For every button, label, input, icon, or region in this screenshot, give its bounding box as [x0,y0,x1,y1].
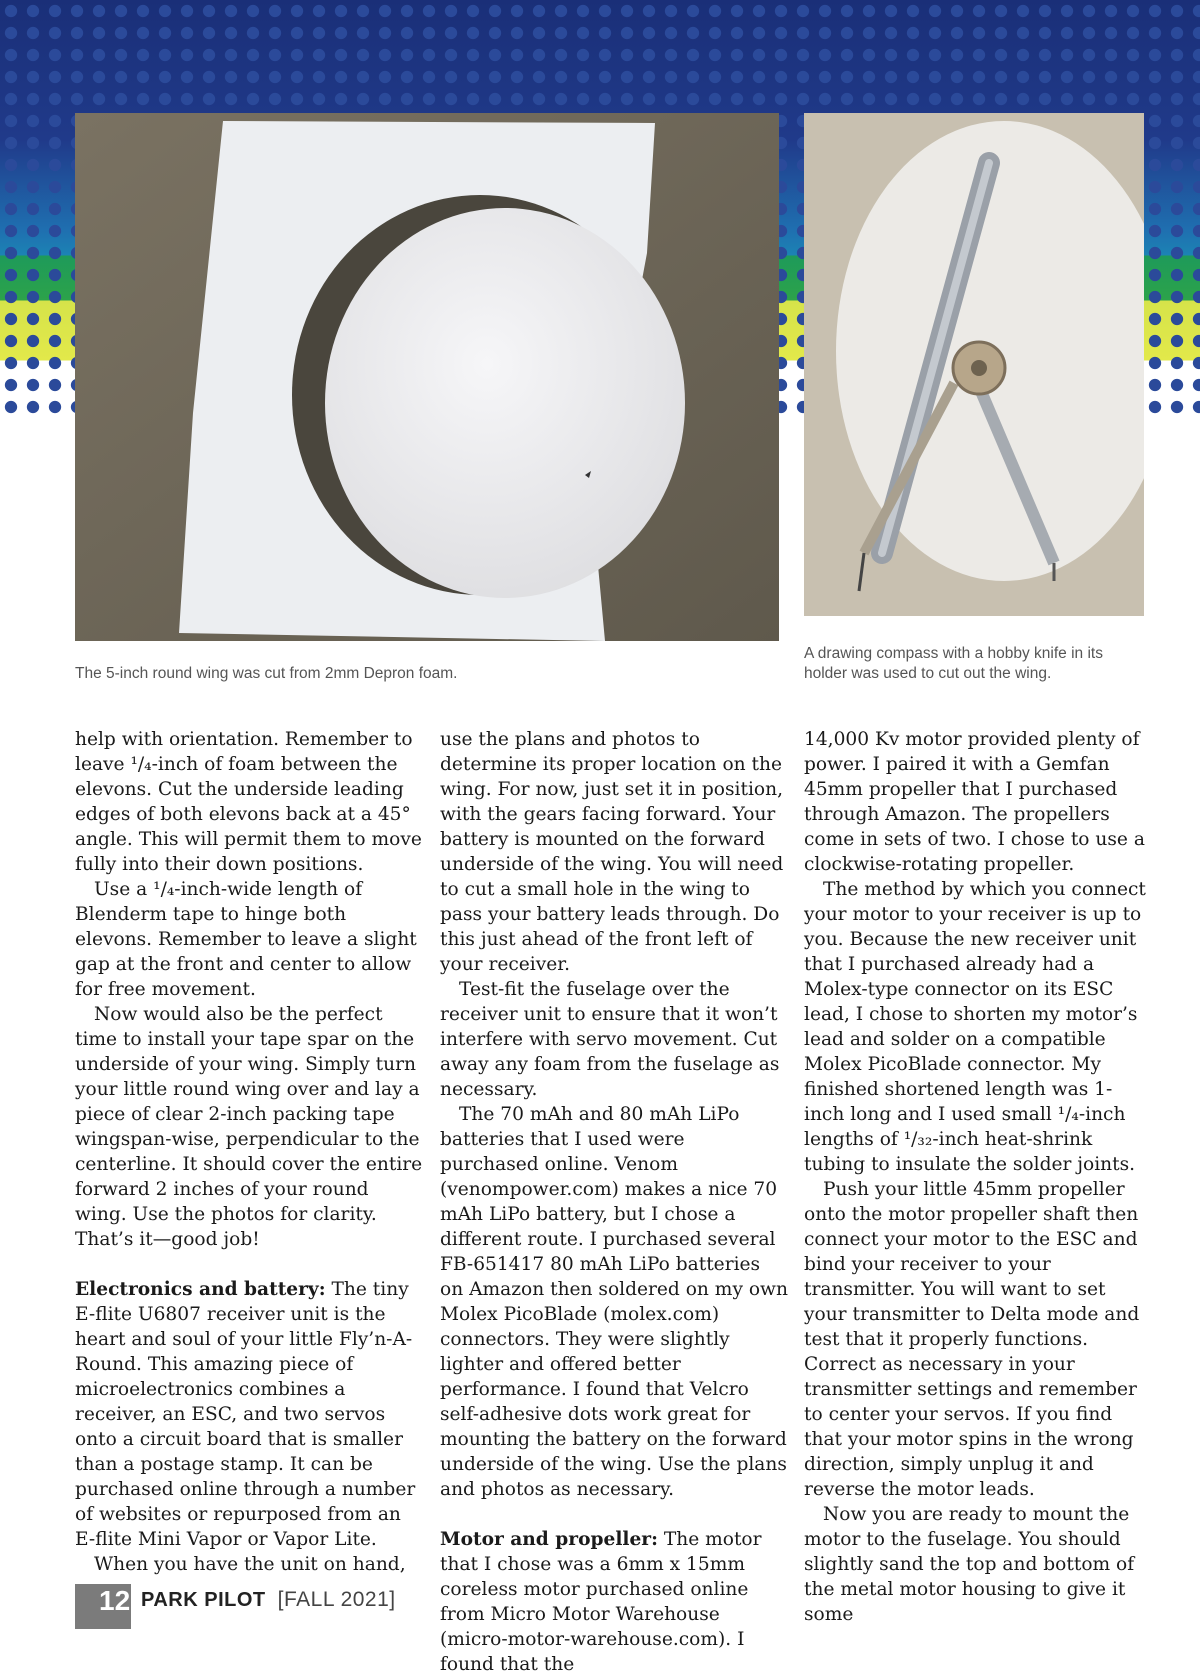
paragraph: Test-fit the fuselage over the receiver unit to ensure that it won’t interfere with servo movement. Cut away any foam from the fuselage as necessary. [440,979,780,1100]
left-photo-caption: The 5-inch round wing was cut from 2mm Depron foam. [75,665,458,682]
text-column-1 [75,727,423,1577]
foam-wing-photo [75,113,779,641]
text-column-2 [440,727,788,1677]
paragraph: Now you are ready to mount the motor to the fuselage. You should slightly sand the top and bottom of the metal motor housing to give it some [804,1504,1135,1625]
page-number: 12 [75,1584,131,1629]
paragraph: help with orientation. Remember to leave ¹/₄-inch of foam between the elevons. Cut the underside leading edges of both elevons back at a 45° angle. This will permit them to move fully into their down positions. [75,729,422,875]
paragraph-text: The tiny E-flite U6807 receiver unit is the heart and soul of your little Fly’n-A-Round. This amazing piece of microelectronics combines a receiver, an ESC, and two servos onto a circuit board that is smaller than a postage stamp. It can be purchased online through a number of websites or repurposed from an E-flite Mini Vapor or Vapor Lite. [75,1279,416,1550]
issue-label: [FALL 2021] [277,1588,396,1611]
right-photo-caption: A drawing compass with a hobby knife in its holder was used to cut out the wing. [804,645,1103,682]
paragraph: The 70 mAh and 80 mAh LiPo batteries that I used were purchased online. Venom (venompower.com) makes a nice 70 mAh LiPo battery, but I chose a different route. I purchased several FB-651417 80 mAh LiPo batteries on Amazon then soldered on my own Molex PicoBlade (molex.com) connectors. They were slightly lighter and offered better performance. I found that Velcro self-adhesive dots work great for mounting the battery on the forward underside of the wing. Use the plans and photos as necessary. [440,1104,788,1500]
compass-photo [804,113,1144,616]
text-column-3 [804,727,1152,1627]
paragraph: When you have the unit on hand, [94,1554,406,1575]
paragraph: Push your little 45mm propeller onto the motor propeller shaft then connect your motor to the ESC and bind your receiver to your transmitter. You will want to set your transmitter to Delta mode and test that it properly functions. Correct as necessary in your transmitter settings and remember to center your servos. If you find that your motor spins in the wrong direction, simply unplug it and reverse the motor leads. [804,1179,1140,1500]
paragraph: 14,000 Kv motor provided plenty of power. I paired it with a Gemfan 45mm propeller that I purchased through Amazon. The propellers come in sets of two. I chose to use a clockwise-rotating propeller. [804,729,1145,875]
section-heading: Electronics and battery: [75,1279,326,1300]
paragraph: Use a ¹/₄-inch-wide length of Blenderm tape to hinge both elevons. Remember to leave a slight gap at the front and center to allow for free movement. [75,879,417,1000]
paragraph: Now would also be the perfect time to install your tape spar on the underside of your wing. Simply turn your little round wing over and lay a piece of clear 2-inch packing tape wingspan-wise, perpendicular to the centerline. It should cover the entire forward 2 inches of your round wing. Use the photos for clarity. That’s it—good job! [75,1004,423,1250]
paragraph: use the plans and photos to determine its proper location on the wing. For now, just set it in position, with the gears facing forward. Your battery is mounted on the forward underside of the wing. You will need to cut a small hole in the wing to pass your battery leads through. Do this just ahead of the front left of your receiver. [440,729,784,975]
section-heading: Motor and propeller: [440,1529,658,1550]
paragraph: The method by which you connect your motor to your receiver is up to you. Because the new receiver unit that I purchased already had a Molex-type connector on its ESC lead, I chose to shorten my motor’s lead and solder on a compatible Molex PicoBlade connector. My finished shortened length was 1-inch long and I used small ¹/₄-inch lengths of ¹/₃₂-inch heat-shrink tubing to insulate the solder joints. [804,879,1146,1175]
magazine-name: PARK PILOT [141,1589,266,1611]
paragraph-text: The motor that I chose was a 6mm x 15mm coreless motor purchased online from Micro Motor Warehouse (micro-motor-warehouse.com). I found that the [440,1529,762,1675]
paragraph [440,1527,788,1677]
paragraph [75,1277,423,1552]
page-footer [75,1584,396,1629]
